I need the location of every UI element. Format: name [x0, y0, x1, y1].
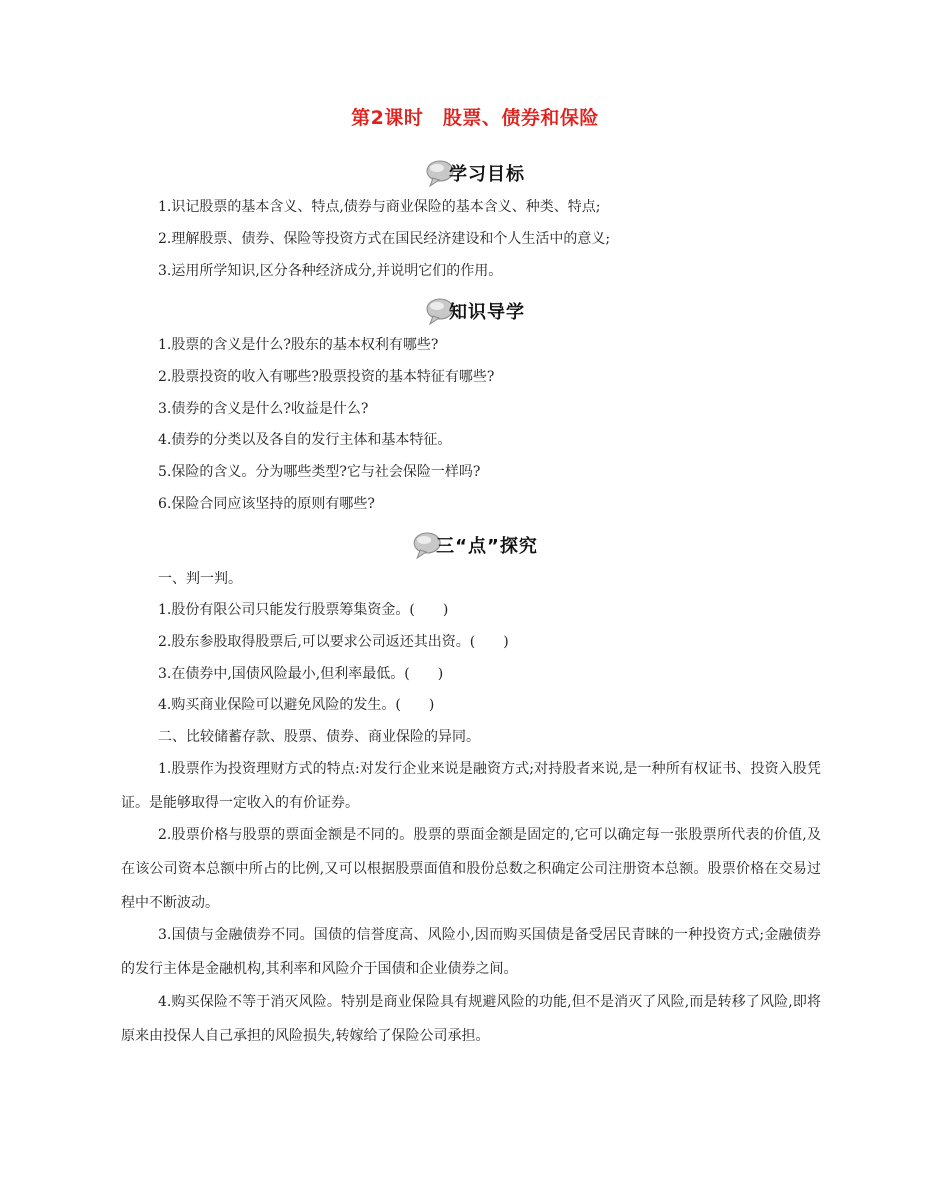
- compare-paragraph: 3.国债与金融债券不同。国债的信誉度高、风险小,因而购买国债是备受居民青睐的一种投资方式;金融债券的发行主体是金融机构,其利率和风险介于国债和企业债券之间。: [121, 927, 821, 977]
- guide-item: 6.保险合同应该坚持的原则有哪些?: [158, 496, 375, 512]
- section-heading-guide: [0, 294, 950, 328]
- guide-item: 3.债券的含义是什么?收益是什么?: [158, 401, 369, 417]
- section-heading-explore: [0, 528, 950, 562]
- guide-item: 1.股票的含义是什么?股东的基本权利有哪些?: [158, 337, 439, 353]
- guide-item: 2.股票投资的收入有哪些?股票投资的基本特征有哪些?: [158, 369, 495, 385]
- guide-item: 5.保险的含义。分为哪些类型?它与社会保险一样吗?: [158, 464, 481, 480]
- judge-item: 4.购买商业保险可以避免风险的发生。( ): [158, 697, 435, 713]
- section-title: 知识导学: [449, 302, 525, 323]
- section-title: 学习目标: [449, 164, 525, 185]
- goal-item: 3.运用所学知识,区分各种经济成分,并说明它们的作用。: [158, 263, 503, 279]
- page-title: 第2课时 股票、债券和保险: [351, 107, 599, 129]
- goal-item: 2.理解股票、债券、保险等投资方式在国民经济建设和个人生活中的意义;: [158, 231, 611, 247]
- section-heading-goals: [0, 156, 950, 190]
- guide-item: 4.债券的分类以及各自的发行主体和基本特征。: [158, 432, 452, 448]
- compare-paragraph: 2.股票价格与股票的票面金额是不同的。股票的票面金额是固定的,它可以确定每一张股票所代表的价值,及在该公司资本总额中所占的比例,又可以根据股票面值和股份总数之积确定公司注册资本总额。股票价格在交易过程中不断波动。: [121, 827, 821, 911]
- judge-item: 1.股份有限公司只能发行股票筹集资金。( ): [158, 602, 449, 618]
- compare-paragraph: 1.股票作为投资理财方式的特点:对发行企业来说是融资方式;对持股者来说,是一种所有权证书、投资入股凭证。是能够取得一定收入的有价证券。: [121, 761, 821, 811]
- compare-paragraph: 4.购买保险不等于消灭风险。特别是商业保险具有规避风险的功能,但不是消灭了风险,而是转移了风险,即将原来由投保人自己承担的风险损失,转嫁给了保险公司承担。: [121, 994, 821, 1044]
- part-title: 一、判一判。: [158, 571, 242, 587]
- part-title: 二、比较储蓄存款、股票、债券、商业保险的异同。: [158, 729, 480, 745]
- judge-item: 2.股东参股取得股票后,可以要求公司返还其出资。( ): [158, 634, 509, 650]
- section-title: 三“点”探究: [436, 536, 538, 557]
- goal-item: 1.识记股票的基本含义、特点,债券与商业保险的基本含义、种类、特点;: [158, 199, 601, 215]
- judge-item: 3.在债券中,国债风险最小,但利率最低。( ): [158, 666, 444, 682]
